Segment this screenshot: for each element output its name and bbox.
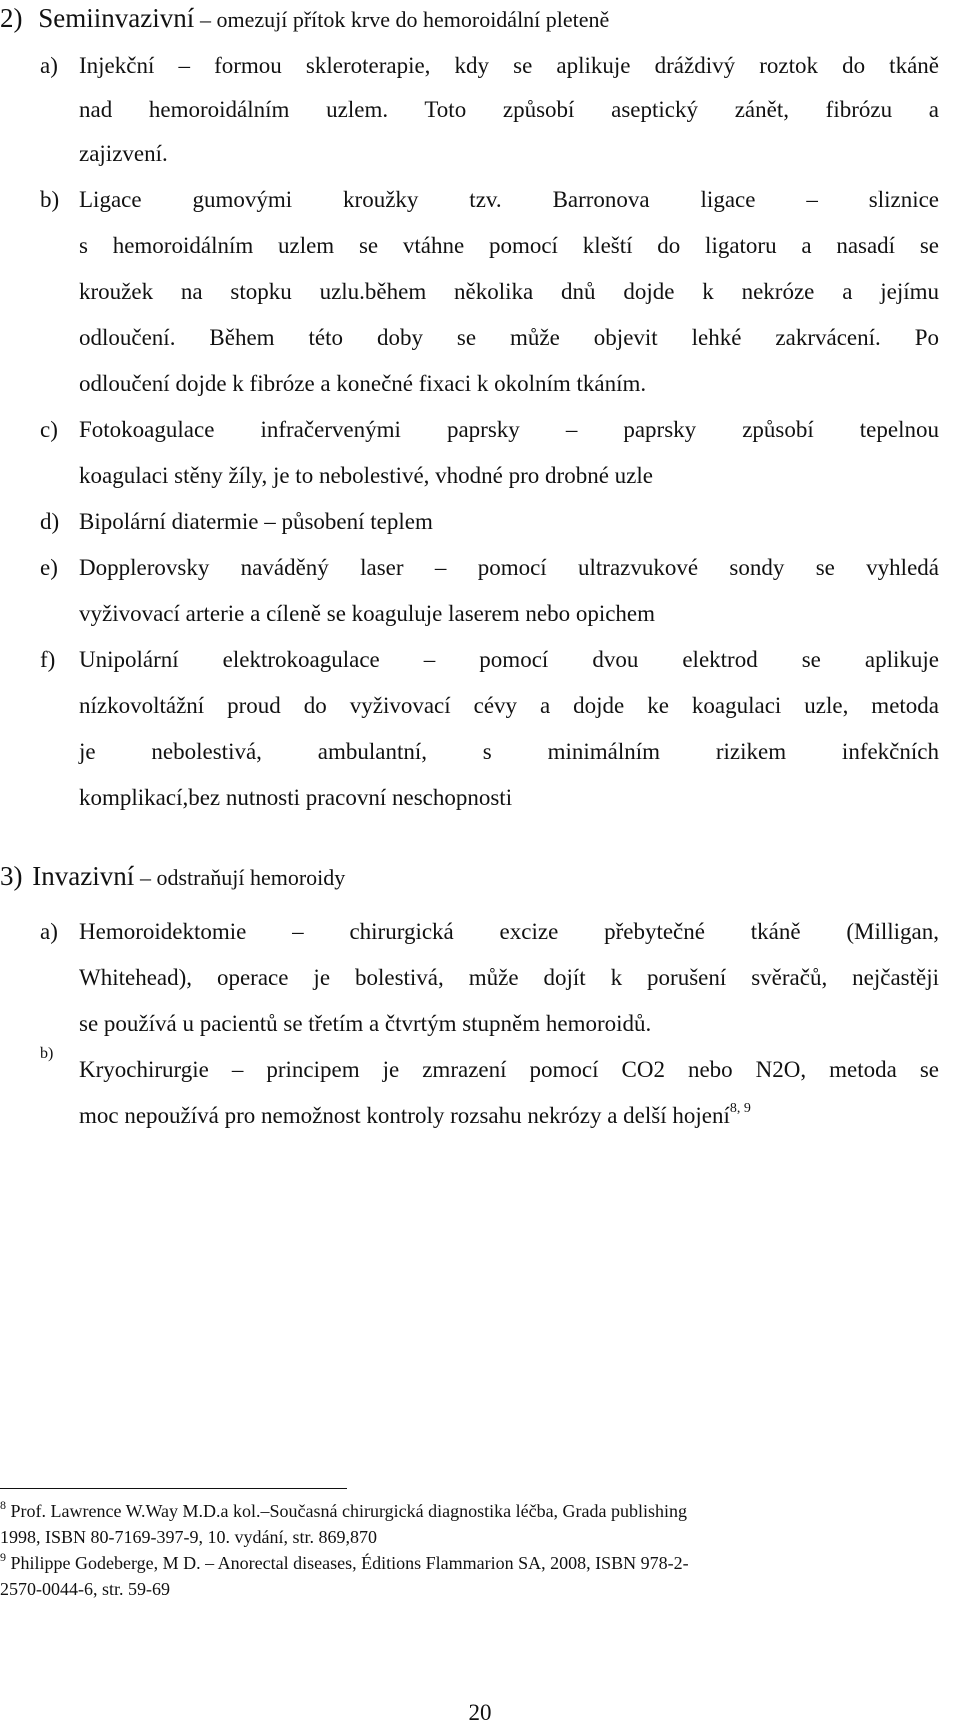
section-3-number: 3) — [0, 861, 23, 891]
item-3b-line2-container — [79, 1102, 751, 1134]
item-3b-line2: moc nepoužívá pro nemožnost kontroly rozsahu nekrózy a delší hojení — [79, 1103, 730, 1128]
footnote-9-number: 9 — [0, 1550, 6, 1564]
item-3b-label: b) — [40, 1045, 54, 1062]
item-2a-line3: zajizvení. — [79, 141, 168, 166]
item-2c-line1: Fotokoagulace infračervenými paprsky – paprsky způsobí tepelnou — [79, 417, 939, 442]
item-2b-line4: odloučení. Během této doby se může objevit lehké zakrvácení. Po — [79, 325, 939, 350]
item-2f-line4: komplikací,bez nutnosti pracovní neschopnosti — [79, 785, 513, 810]
footnote-8-line1 — [0, 1500, 687, 1524]
section-2-number: 2) — [0, 3, 23, 33]
item-2d-label: d) — [40, 509, 60, 534]
item-2b-line2: s hemoroidálním uzlem se vtáhne pomocí kleští do ligatoru a nasadí se — [79, 233, 939, 258]
footnote-8-line2: 1998, ISBN 80-7169-397-9, 10. vydání, str. 869,870 — [0, 1527, 377, 1547]
item-2c-line2: koagulaci stěny žíly, je to nebolestivé, vhodné pro drobné uzle — [79, 463, 653, 488]
item-2e-line1: Dopplerovsky naváděný laser – pomocí ultrazvukové sondy se vyhledá — [79, 555, 939, 580]
page-number: 20 — [468, 1700, 492, 1725]
section-2-heading — [0, 4, 609, 34]
item-2f-line1: Unipolární elektrokoagulace – pomocí dvou elektrod se aplikuje — [79, 647, 939, 672]
item-2b-label: b) — [40, 187, 60, 212]
item-2f-label: f) — [40, 647, 56, 672]
footnote-8-number: 8 — [0, 1498, 6, 1512]
item-3a-line1: Hemoroidektomie – chirurgická excize přebytečné tkáně (Milligan, — [79, 919, 939, 944]
item-2d-line1: Bipolární diatermie – působení teplem — [79, 509, 433, 534]
section-2-title: Semiinvazivní — [38, 3, 195, 33]
footnote-9-text: Philippe Godeberge, M D. – Anorectal diseases, Éditions Flammarion SA, 2008, ISBN 978-2- — [6, 1553, 689, 1573]
section-3-subtitle: – odstraňují hemoroidy — [139, 865, 346, 890]
item-2a-line1: Injekční – formou skleroterapie, kdy se aplikuje dráždivý roztok do tkáně — [79, 53, 939, 78]
item-3b-line1: Kryochirurgie – principem je zmrazení pomocí CO2 nebo N2O, metoda se — [79, 1057, 939, 1082]
item-3a-line2: Whitehead), operace je bolestivá, může dojít k porušení svěračů, nejčastěji — [79, 965, 939, 990]
item-2b-line5: odloučení dojde k fibróze a konečné fixaci k okolním tkáním. — [79, 371, 647, 396]
item-2b-line3: kroužek na stopku uzlu.během několika dnů dojde k nekróze a jejímu — [79, 279, 939, 304]
footnote-8-text: Prof. Lawrence W.Way M.D.a kol.–Současná chirurgická diagnostika léčba, Grada publishing — [6, 1501, 688, 1521]
item-2e-line2: vyživovací arterie a cíleně se koaguluje laserem nebo opichem — [79, 601, 656, 626]
section-2-subtitle: – omezují přítok krve do hemoroidální pleteně — [199, 7, 610, 32]
footnote-divider — [0, 1488, 347, 1489]
footnote-9-line2: 2570-0044-6, str. 59-69 — [0, 1579, 170, 1599]
footnote-9-line1 — [0, 1552, 689, 1576]
item-2b-line1: Ligace gumovými kroužky tzv. Barronova ligace – sliznice — [79, 187, 939, 212]
item-2c-label: c) — [40, 417, 58, 442]
item-2a-line2: nad hemoroidálním uzlem. Toto způsobí aseptický zánět, fibrózu a — [79, 97, 939, 122]
item-2a-label: a) — [40, 53, 58, 78]
item-3a-label: a) — [40, 919, 58, 944]
item-2f-line2: nízkovoltážní proud do vyživovací cévy a dojde ke koagulaci uzle, metoda — [79, 693, 939, 718]
item-2e-label: e) — [40, 555, 58, 580]
item-3a-line3: se používá u pacientů se třetím a čtvrtým stupněm hemoroidů. — [79, 1011, 652, 1036]
footnote-refs: 8, 9 — [729, 1101, 751, 1116]
item-2f-line3: je nebolestivá, ambulantní, s minimálním rizikem infekčních — [79, 739, 939, 764]
section-3-title: Invazivní — [32, 861, 135, 891]
section-3-heading — [0, 862, 345, 892]
